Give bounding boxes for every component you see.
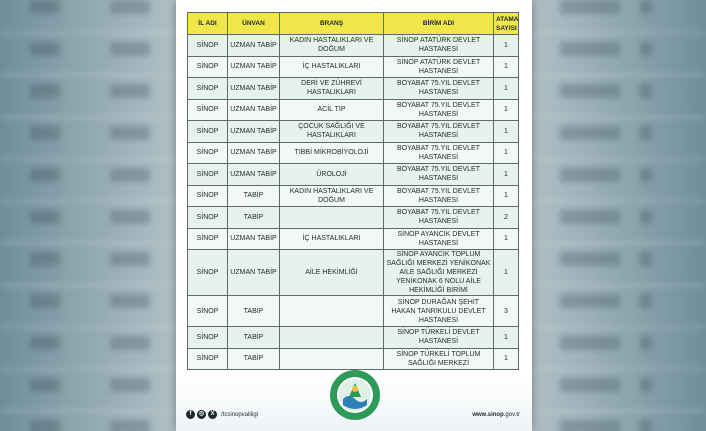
background-cell (30, 336, 60, 350)
background-cell (640, 168, 652, 182)
cell-birim: SİNOP TÜRKELİ DEVLET HASTANESİ (384, 327, 494, 349)
cell-brans: ÜROLOJİ (280, 164, 384, 186)
cell-sayi: 1 (494, 121, 519, 143)
background-cell (110, 84, 150, 98)
cell-sayi: 1 (494, 185, 519, 207)
cell-birim: BOYABAT 75.YIL DEVLET HASTANESİ (384, 207, 494, 229)
background-cell (560, 294, 620, 308)
table-row (188, 35, 519, 57)
cell-il: SİNOP (188, 121, 228, 143)
header-il: İL ADI (188, 13, 228, 35)
cell-unvan: TABİP (228, 348, 280, 370)
background-cell (110, 252, 150, 266)
footer (176, 375, 532, 431)
cell-brans: KADIN HASTALIKLARI VE DOĞUM (280, 35, 384, 57)
cell-sayi: 1 (494, 164, 519, 186)
cell-sayi: 1 (494, 142, 519, 164)
cell-sayi: 1 (494, 348, 519, 370)
table-row (188, 296, 519, 327)
table-row (188, 228, 519, 250)
cell-unvan: UZMAN TABİP (228, 78, 280, 100)
background-cell (110, 210, 150, 224)
cell-il: SİNOP (188, 207, 228, 229)
background-cell (30, 252, 60, 266)
cell-brans: DERİ VE ZÜHREVİ HASTALIKLARI (280, 78, 384, 100)
table-row (188, 207, 519, 229)
header-unvan: ÜNVAN (228, 13, 280, 35)
facebook-icon[interactable]: f (186, 410, 195, 419)
cell-il: SİNOP (188, 35, 228, 57)
background-cell (30, 210, 60, 224)
table-row (188, 164, 519, 186)
cell-il: SİNOP (188, 348, 228, 370)
cell-brans: ÇOCUK SAĞLIĞI VE HASTALIKLARI (280, 121, 384, 143)
cell-birim: BOYABAT 75.YIL DEVLET HASTANESİ (384, 164, 494, 186)
announcement-card (176, 0, 532, 431)
background-cell (30, 42, 60, 56)
cell-unvan: UZMAN TABİP (228, 228, 280, 250)
background-cell (110, 0, 150, 14)
background-cell (110, 378, 150, 392)
background-cell (30, 420, 60, 431)
cell-il: SİNOP (188, 164, 228, 186)
cell-unvan: TABİP (228, 327, 280, 349)
cell-il: SİNOP (188, 250, 228, 296)
cell-brans (280, 348, 384, 370)
cell-brans (280, 207, 384, 229)
cell-birim: BOYABAT 75.YIL DEVLET HASTANESİ (384, 142, 494, 164)
cell-birim: SİNOP ATATÜRK DEVLET HASTANESİ (384, 35, 494, 57)
cell-il: SİNOP (188, 296, 228, 327)
cell-il: SİNOP (188, 142, 228, 164)
cell-sayi: 1 (494, 78, 519, 100)
cell-unvan: UZMAN TABİP (228, 250, 280, 296)
website-link[interactable] (472, 412, 520, 418)
background-cell (560, 378, 620, 392)
cell-unvan: UZMAN TABİP (228, 121, 280, 143)
background-cell (640, 294, 652, 308)
cell-brans: KADIN HASTALIKLARI VE DOĞUM (280, 185, 384, 207)
cell-sayi: 1 (494, 327, 519, 349)
background-cell (30, 84, 60, 98)
cell-il: SİNOP (188, 78, 228, 100)
website-domain: www.sinop (472, 412, 504, 418)
background-cell (640, 378, 652, 392)
cell-brans: TIBBİ MİKROBİYOLOJİ (280, 142, 384, 164)
cell-unvan: TABİP (228, 185, 280, 207)
background-cell (30, 294, 60, 308)
cell-birim: SİNOP TÜRKELİ TOPLUM SAĞLIĞI MERKEZİ (384, 348, 494, 370)
background-cell (560, 42, 620, 56)
background-cell (30, 378, 60, 392)
cell-il: SİNOP (188, 327, 228, 349)
cell-sayi: 1 (494, 35, 519, 57)
cell-birim: SİNOP ATATÜRK DEVLET HASTANESİ (384, 56, 494, 78)
cell-unvan: UZMAN TABİP (228, 56, 280, 78)
cell-il: SİNOP (188, 228, 228, 250)
background-cell (640, 252, 652, 266)
cell-brans (280, 327, 384, 349)
cell-sayi: 3 (494, 296, 519, 327)
cell-birim: BOYABAT 75.YIL DEVLET HASTANESİ (384, 99, 494, 121)
cell-birim: SİNOP AYANCIK TOPLUM SAĞLIĞI MERKEZİ YENİKONAK AİLE SAĞLIĞI MERKEZİ YENİKONAK 6 NOLU AİLE HEKİMLİĞİ BİRİMİ (384, 250, 494, 296)
cell-birim: BOYABAT 75.YIL DEVLET HASTANESİ (384, 121, 494, 143)
header-sayi: ATAMA SAYISI (494, 13, 519, 35)
cell-unvan: TABİP (228, 296, 280, 327)
background-cell (560, 0, 620, 14)
background-cell (640, 84, 652, 98)
cell-unvan: UZMAN TABİP (228, 35, 280, 57)
table-row (188, 121, 519, 143)
background-cell (640, 42, 652, 56)
cell-birim: SİNOP DURAĞAN ŞEHİT HAKAN TANRIKULU DEVLET HASTANESİ (384, 296, 494, 327)
table-row (188, 327, 519, 349)
x-icon[interactable]: X (208, 410, 217, 419)
cell-sayi: 1 (494, 228, 519, 250)
background-cell (640, 336, 652, 350)
header-brans: BRANŞ (280, 13, 384, 35)
background-cell (640, 126, 652, 140)
background-cell (640, 210, 652, 224)
table-row (188, 348, 519, 370)
background-cell (110, 126, 150, 140)
cell-brans (280, 296, 384, 327)
table-row (188, 56, 519, 78)
cell-birim: BOYABAT 75.YIL DEVLET HASTANESİ (384, 78, 494, 100)
table-row (188, 142, 519, 164)
cell-unvan: UZMAN TABİP (228, 142, 280, 164)
cell-sayi: 2 (494, 207, 519, 229)
background-cell (560, 336, 620, 350)
social-handle: /tcsinopvaliligi (221, 411, 259, 418)
table-row (188, 250, 519, 296)
background-cell (560, 210, 620, 224)
cell-sayi: 1 (494, 250, 519, 296)
cell-il: SİNOP (188, 56, 228, 78)
sinop-valiligi-logo (329, 369, 381, 421)
background-cell (30, 0, 60, 14)
background-cell (560, 84, 620, 98)
background-cell (30, 126, 60, 140)
cell-unvan: UZMAN TABİP (228, 99, 280, 121)
background-cell (560, 252, 620, 266)
background-cell (110, 42, 150, 56)
table-header-row (188, 13, 519, 35)
assignment-table (187, 12, 519, 370)
cell-sayi: 1 (494, 56, 519, 78)
background-cell (110, 420, 150, 431)
cell-brans: AİLE HEKİMLİĞİ (280, 250, 384, 296)
background-cell (640, 420, 652, 431)
social-links (186, 410, 258, 419)
cell-brans: ACİL TIP (280, 99, 384, 121)
background-cell (640, 0, 652, 14)
table-row (188, 99, 519, 121)
background-cell (560, 420, 620, 431)
cell-unvan: UZMAN TABİP (228, 164, 280, 186)
cell-brans: İÇ HASTALIKLARI (280, 56, 384, 78)
header-birim: BİRİM ADI (384, 13, 494, 35)
cell-brans: İÇ HASTALIKLARI (280, 228, 384, 250)
instagram-icon[interactable]: ◎ (198, 411, 205, 417)
background-cell (110, 168, 150, 182)
cell-birim: SİNOP AYANCIK DEVLET HASTANESİ (384, 228, 494, 250)
table-row (188, 78, 519, 100)
cell-il: SİNOP (188, 99, 228, 121)
background-cell (560, 126, 620, 140)
cell-unvan: TABİP (228, 207, 280, 229)
background-cell (560, 168, 620, 182)
cell-sayi: 1 (494, 99, 519, 121)
website-suffix: .gov.tr (503, 412, 520, 418)
background-cell (30, 168, 60, 182)
cell-birim: BOYABAT 75.YIL DEVLET HASTANESİ (384, 185, 494, 207)
cell-il: SİNOP (188, 185, 228, 207)
background-cell (110, 336, 150, 350)
background-cell (110, 294, 150, 308)
table-row (188, 185, 519, 207)
